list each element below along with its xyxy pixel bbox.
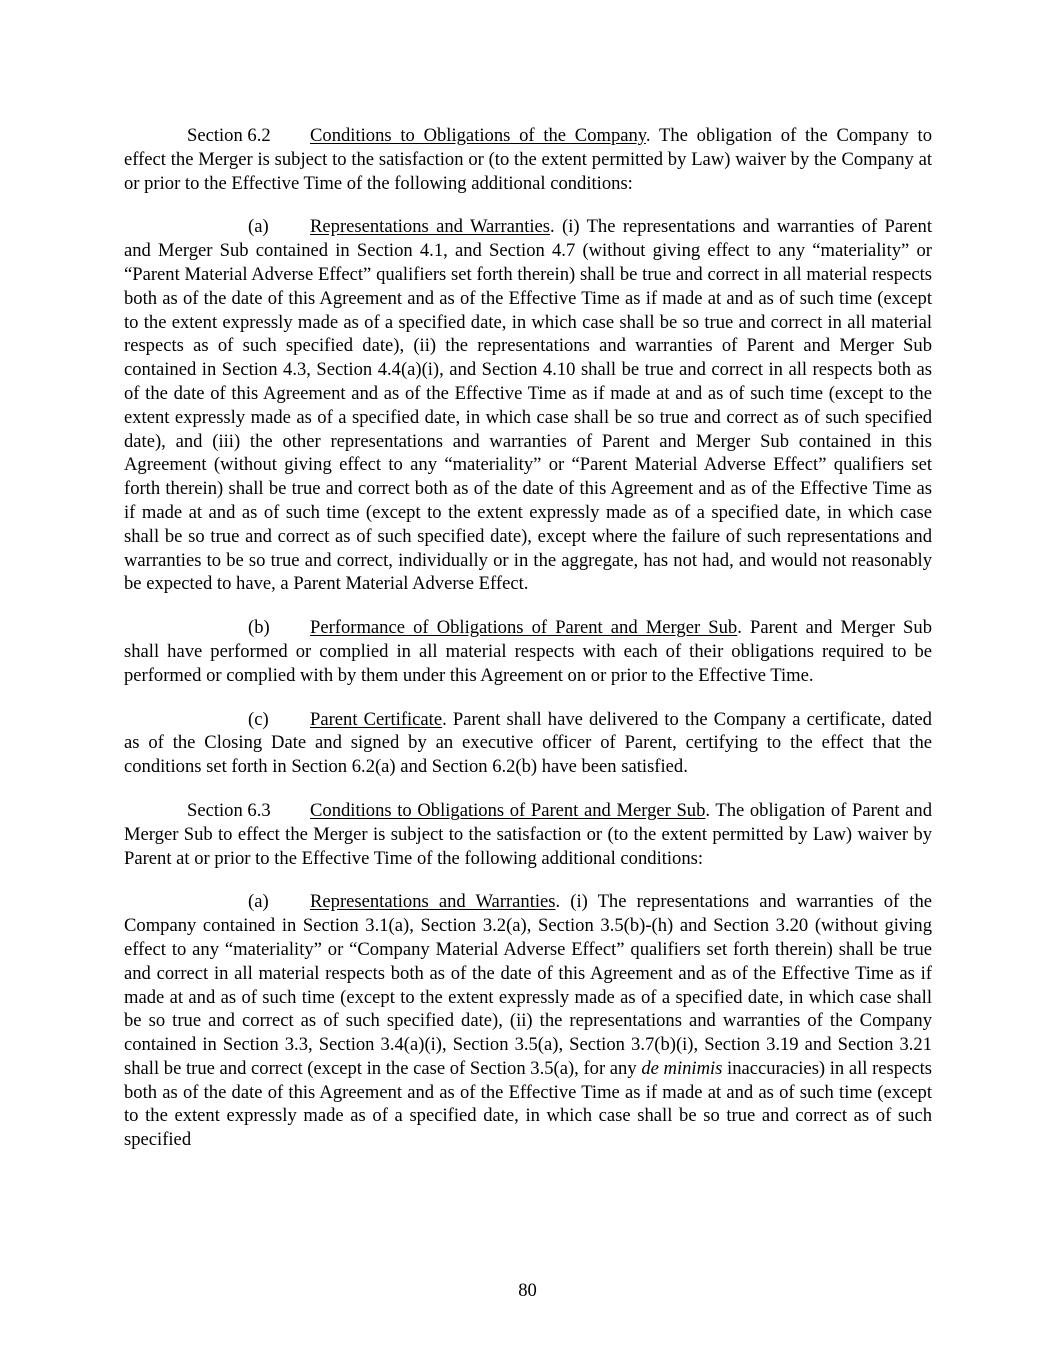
subsection-heading: Representations and Warranties: [310, 216, 551, 238]
subsection-label: (a): [248, 891, 269, 913]
subsection-body: . Parent and Merger Sub shall have performed or complied in all material respects with each of their obligations required to be performed or complied with by them under this Agreement on or prior to the Effective Time.: [124, 617, 932, 686]
subsection-body: . (i) The representations and warranties of Parent and Merger Sub contained in Section 4.1, and Section 4.7 (without giving effect to any “materiality” or “Parent Material Adverse Effect” qualifiers set forth therein) shall be true and correct in all material respects both as of the date of this Agreement and as of the Effective Time as if made at and as of such time (except to the extent expressly made as of a specified date, in which case shall be so true and correct in all material respects as of such specified date), (ii) the representations and warranties of Parent and Merger Sub contained in Section 4.3, Section 4.4(a)(i), and Section 4.10 shall be true and correct in all respects both as of the date of this Agreement and as of the Effective Time as if made at and as of such time (except to the extent expressly made as of a specified date, in which case shall be so true and correct as of such specified date), and (iii) the other representations and warranties of Parent and Merger Sub contained in this Agreement (without giving effect to any “materiality” or “Parent Material Adverse Effect” qualifiers set forth therein) shall be true and correct both as of the date of this Agreement and as of the Effective Time as if made at and as of such time (except to the extent expressly made as of a specified date, in which case shall be so true and correct as of such specified date), except where the failure of such representations and warranties to be so true and correct, individually or in the aggregate, has not had, and would not reasonably be expected to have, a Parent Material Adverse Effect.: [124, 216, 932, 595]
section-heading: Conditions to Obligations of Parent and Merger Sub: [310, 799, 706, 821]
document-page: [124, 124, 932, 1172]
section-number: Section 6.2: [187, 125, 271, 146]
page-number: 80: [518, 1280, 537, 1301]
section-body: . The obligation of Parent and Merger Sub to effect the Merger is subject to the satisfaction or (to the extent permitted by Law) waiver by Parent at or prior to the Effective Time of the following additional conditions:: [124, 799, 933, 869]
subsection-label: (c): [248, 708, 269, 730]
subsection-6-3-a: [124, 890, 932, 1152]
subsection-6-2-c: [124, 708, 932, 779]
subsection-body-continued: inaccuracies) in all respects both as of the date of this Agreement and as of the Effective Time as if made at and as of such time (except to the extent expressly made as of a specified date, in which case shall be so true and correct as of such specified: [124, 1057, 932, 1151]
section-6-3-paragraph: [124, 799, 932, 870]
section-body: . The obligation of the Company to effect the Merger is subject to the satisfaction or (to the extent permitted by Law) waiver by the Company at or prior to the Effective Time of the following additional conditions:: [124, 125, 932, 194]
section-6-2-paragraph: [124, 124, 932, 195]
subsection-heading: Representations and Warranties: [310, 891, 556, 913]
subsection-body: . Parent shall have delivered to the Company a certificate, dated as of the Closing Date and signed by an executive officer of Parent, certifying to the effect that the conditions set forth in Section 6.2(a) and Section 6.2(b) have been satisfied.: [124, 708, 932, 778]
subsection-body: . (i) The representations and warranties of the Company contained in Section 3.1(a), Section 3.2(a), Section 3.5(b)-(h) and Section 3.20 (without giving effect to any “materiality” or “Company Material Adverse Effect” qualifiers set forth therein) shall be true and correct in all material respects both as of the date of this Agreement and as of the Effective Time as if made at and as of such time (except to the extent expressly made as of a specified date, in which case shall be so true and correct as of such specified date), (ii) the representations and warranties of the Company contained in Section 3.3, Section 3.4(a)(i), Section 3.5(a), Section 3.7(b)(i), Section 3.19 and Section 3.21 shall be true and correct (except in the case of Section 3.5(a), for any: [124, 891, 932, 1079]
subsection-label: (b): [248, 617, 270, 639]
subsection-6-2-b: [124, 616, 932, 687]
subsection-heading: Parent Certificate: [310, 708, 443, 730]
section-number: Section 6.3: [187, 799, 271, 821]
subsection-label: (a): [248, 216, 269, 238]
section-heading: Conditions to Obligations of the Company: [310, 125, 646, 146]
subsection-heading: Performance of Obligations of Parent and Merger Sub: [310, 617, 738, 639]
italic-term: de minimis: [641, 1057, 723, 1079]
subsection-6-2-a: [124, 215, 932, 596]
